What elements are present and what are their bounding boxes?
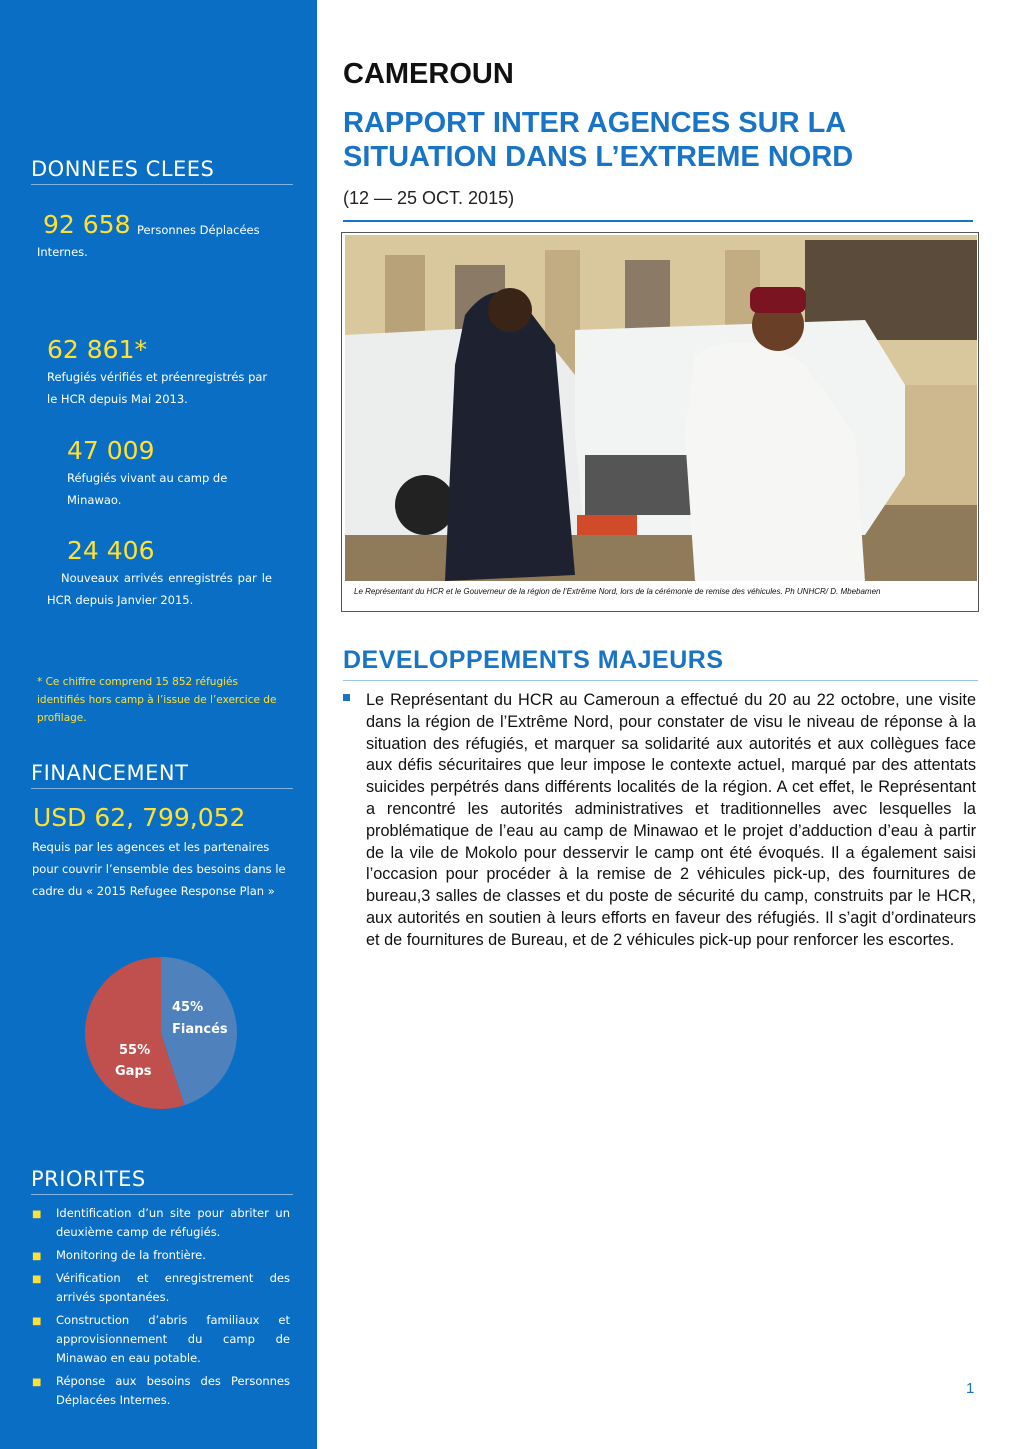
priority-item: ■ Vérification et enregistrement des arrivés spontanées.: [32, 1271, 290, 1304]
report-date: (12 — 25 OCT. 2015): [343, 188, 515, 208]
priority-item: ■ Construction d’abris familiaux et approvisionnement du camp de Minawao en eau potable.: [32, 1313, 290, 1365]
figure-refugees-text: Refugiés vérifiés et préenregistrés par le HCR depuis Mai 2013.: [47, 370, 268, 406]
photo: [345, 235, 977, 581]
bullet-icon: [343, 694, 350, 701]
pie-label-fiances-pct: 45%: [172, 1000, 204, 1015]
photo-illustration: [345, 235, 977, 581]
bullet-icon: ■: [32, 1209, 42, 1220]
priority-item: ■ Réponse aux besoins des Personnes Déplacées Internes.: [32, 1374, 290, 1407]
funding-heading: FINANCEMENT: [31, 761, 293, 789]
country-title: CAMEROUN: [343, 58, 514, 90]
photo-frame: [341, 232, 979, 612]
bullet-icon: ■: [32, 1316, 42, 1327]
figure-idp-text: Personnes Déplacées Internes.: [37, 223, 260, 259]
priorities-list: [32, 1204, 290, 1414]
priority-item: ■ Monitoring de la frontière.: [32, 1246, 290, 1265]
funding-pie-chart: [84, 956, 238, 1110]
bullet-icon: ■: [32, 1377, 42, 1388]
pie-label-gaps: Gaps: [115, 1064, 152, 1079]
report-title: RAPPORT INTER AGENCES SUR LA SITUATION DANS L’EXTREME NORD: [343, 107, 854, 173]
sidebar: [0, 0, 317, 1449]
footnote: * Ce chiffre comprend 15 852 réfugiés identifiés hors camp à l’issue de l’exercice de profilage.: [37, 676, 277, 724]
pie-label-gaps-pct: 55%: [119, 1043, 151, 1058]
section-divider: [343, 680, 978, 681]
figure-new-arrivals-text: Nouveaux arrivés enregistrés par le HCR depuis Janvier 2015.: [47, 571, 272, 607]
funding-text: Requis par les agences et les partenaires pour couvrir l’ensemble des besoins dans le cadre du « 2015 Refugee Response Plan »: [32, 840, 286, 898]
funding-amount: USD 62, 799,052: [33, 803, 246, 832]
title-divider: [343, 220, 973, 222]
developments-paragraph: Le Représentant du HCR au Cameroun a effectué du 20 au 22 octobre, une visite dans la région de l’Extrême Nord, pour constater de visu le niveau de réponse à la situation des réfugiés, et marquer sa solidarité aux autorités et aux collègues face aux défis sécuritaires que leur impose le contexte actuel, marqué par des attentats suicides perpétrés dans différents localités de la région. A cet effet, le Représentant a rencontré les autorités administratives et traditionnelles avec lesquelles la problématique de l’eau au camp de Minawao et le projet d’adduction d’eau à partir de la vile de Mokolo pour desservir le camp ont été évoqués. Il a également saisi l’occasion pour procéder à la remise de 2 véhicules pick-up, des fournitures de bureau,3 salles de classes et du poste de sécurité du camp, construits par le HCR, aux autorités en soutien à leurs efforts en faveur des réfugiés. Il s’agit d’ordinateurs et de fournitures de Bureau, et de 2 véhicules pick-up pour renforcer les escortes.: [366, 691, 976, 949]
key-data-heading: DONNEES CLEES: [31, 157, 293, 185]
figure-idp-value: 92 658: [43, 210, 131, 239]
figure-new-arrivals-value: 24 406: [67, 536, 155, 565]
bullet-icon: ■: [32, 1251, 42, 1262]
figure-refugees-value: 62 861*: [47, 335, 147, 364]
bullet-icon: ■: [32, 1274, 42, 1285]
section-heading: DEVELOPPEMENTS MAJEURS: [343, 646, 724, 674]
figure-minawao-text: Réfugiés vivant au camp de Minawao.: [67, 471, 228, 507]
priorities-heading: PRIORITES: [31, 1167, 293, 1195]
pie-label-fiances: Fiancés: [172, 1022, 228, 1037]
priority-item: ■ Identification d’un site pour abriter un deuxième camp de réfugiés.: [32, 1206, 290, 1239]
photo-caption: Le Représentant du HCR et le Gouverneur de la région de l’Extrême Nord, lors de la cérémonie de remise des véhicules. Ph UNHCR/ D. Mbebamen: [354, 587, 881, 596]
page-number: 1: [966, 1380, 975, 1397]
figure-minawao-value: 47 009: [67, 436, 155, 465]
